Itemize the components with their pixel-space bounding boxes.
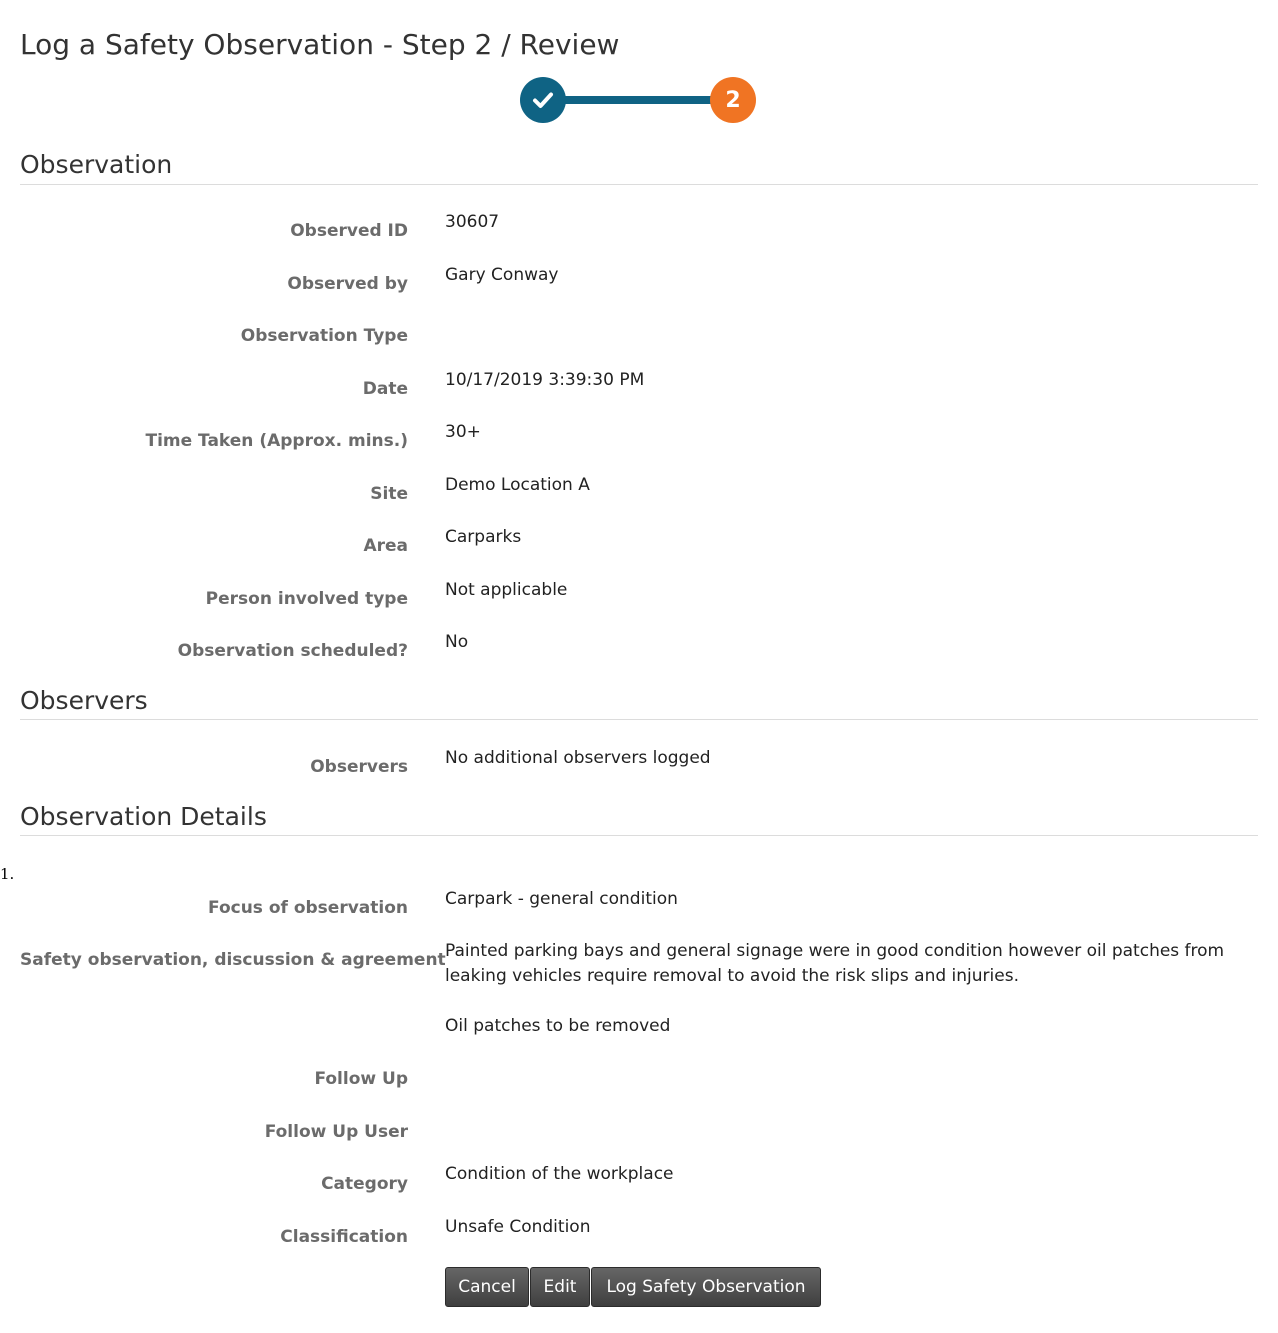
section-title-observers: Observers — [20, 686, 148, 715]
field-label-site: Site — [370, 484, 408, 504]
list-marker: 1. — [0, 865, 15, 883]
field-value-date: 10/17/2019 3:39:30 PM — [445, 370, 645, 390]
field-value-agreement: Oil patches to be removed — [445, 1016, 671, 1036]
field-label-area: Area — [363, 536, 408, 556]
section-divider — [20, 835, 1258, 836]
field-label-safety-observation: Safety observation, discussion & agreement — [20, 950, 446, 970]
wizard-progress — [520, 77, 756, 123]
field-value-focus-of-observation: Carpark - general condition — [445, 889, 678, 909]
wizard-connector — [560, 96, 720, 104]
field-label-date: Date — [362, 379, 408, 399]
field-value-person-involved-type: Not applicable — [445, 580, 568, 600]
field-label-category: Category — [321, 1174, 408, 1194]
field-label-classification: Classification — [280, 1227, 408, 1247]
field-value-site: Demo Location A — [445, 475, 590, 495]
field-label-observation-type: Observation Type — [240, 326, 408, 346]
field-label-person-involved-type: Person involved type — [205, 589, 408, 609]
section-title-observation: Observation — [20, 150, 173, 179]
field-value-observers: No additional observers logged — [445, 748, 711, 768]
log-safety-observation-button[interactable]: Log Safety Observation — [591, 1267, 821, 1307]
field-value-observation-scheduled: No — [445, 632, 469, 652]
check-icon — [531, 88, 555, 112]
field-label-observed-by: Observed by — [287, 274, 408, 294]
page-title: Log a Safety Observation - Step 2 / Review — [20, 28, 620, 61]
field-value-category: Condition of the workplace — [445, 1164, 674, 1184]
field-value-area: Carparks — [445, 527, 522, 547]
field-value-time-taken: 30+ — [445, 422, 481, 442]
field-label-observed-id: Observed ID — [290, 221, 408, 241]
field-value-classification: Unsafe Condition — [445, 1217, 591, 1237]
section-divider — [20, 719, 1258, 720]
section-title-observation-details: Observation Details — [20, 802, 267, 831]
wizard-step-2: 2 — [710, 77, 756, 123]
field-label-follow-up: Follow Up — [314, 1069, 408, 1089]
field-label-observation-scheduled: Observation scheduled? — [177, 641, 408, 661]
field-label-observers: Observers — [310, 757, 408, 777]
field-value-observed-id: 30607 — [445, 212, 500, 232]
cancel-button[interactable]: Cancel — [445, 1267, 529, 1307]
field-label-time-taken: Time Taken (Approx. mins.) — [145, 431, 408, 451]
wizard-step-1 — [520, 77, 566, 123]
field-label-follow-up-user: Follow Up User — [264, 1122, 408, 1142]
field-value-observed-by: Gary Conway — [445, 265, 559, 285]
edit-button[interactable]: Edit — [530, 1267, 590, 1307]
section-divider — [20, 184, 1258, 185]
field-label-focus-of-observation: Focus of observation — [208, 898, 408, 918]
field-value-safety-observation: Painted parking bays and general signage were in good condition however oil patches from leaking vehicles require removal to avoid the risk slips and injuries. — [445, 941, 1225, 986]
